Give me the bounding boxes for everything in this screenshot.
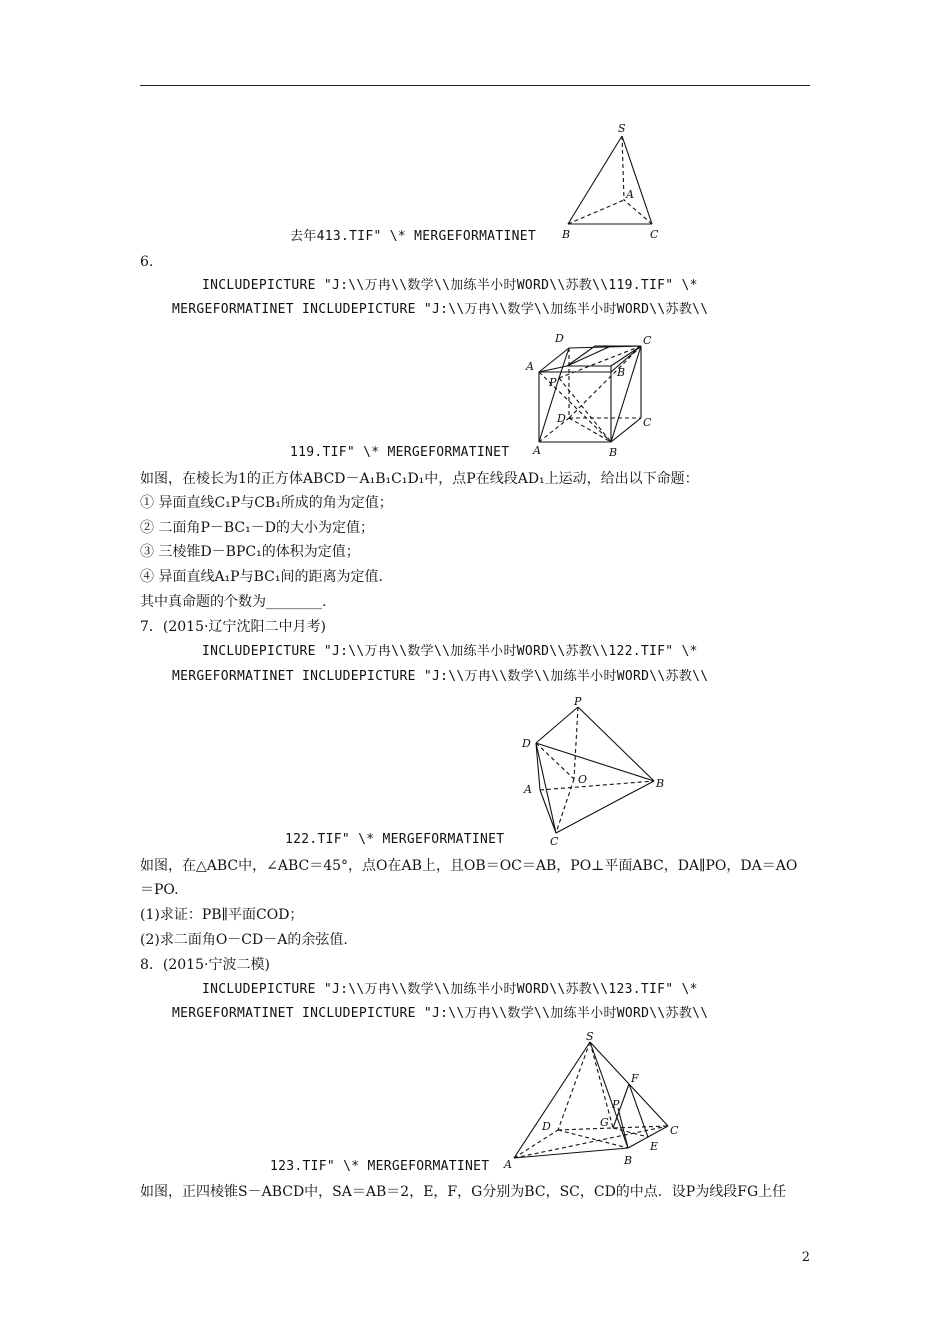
question-number: 6.: [140, 254, 154, 270]
sub-question-2: (2)求二面角O－CD－A的余弦值.: [140, 932, 348, 948]
figure-pyramid-pabc: [520, 695, 670, 848]
include-field-text: INCLUDEPICTURE "J:\\万冉\\数学\\加练半小时WORD\\苏教\\122.TIF" \*: [202, 644, 698, 659]
figure-caption: 122.TIF" \* MERGEFORMATINET: [285, 832, 505, 847]
figure-cube: [525, 330, 660, 460]
label-B: B: [609, 446, 618, 459]
header-rule: [140, 85, 810, 86]
proposition-3: ③ 三棱锥D－BPC₁的体积为定值；: [140, 544, 360, 560]
label-P: P: [549, 376, 557, 389]
label-P: P: [612, 1098, 620, 1111]
label-S: S: [586, 1030, 594, 1043]
include-field-text: INCLUDEPICTURE "J:\\万冉\\数学\\加练半小时WORD\\苏教\\123.TIF" \*: [202, 982, 698, 997]
label-A: A: [626, 188, 634, 201]
label-F: F: [631, 1072, 639, 1085]
label-A: A: [504, 1158, 512, 1171]
figure-caption: 119.TIF" \* MERGEFORMATINET: [290, 445, 510, 460]
question-number: 7．(2015·辽宁沈阳二中月考): [140, 619, 326, 635]
include-field-text: MERGEFORMATINET INCLUDEPICTURE "J:\\万冉\\数学\\加练半小时WORD\\苏教\\: [172, 302, 709, 317]
label-P: P: [574, 695, 582, 708]
page-number: 2: [801, 1250, 810, 1265]
label-O: O: [578, 773, 588, 786]
question-stem-continued: ＝PO.: [140, 882, 179, 898]
label-B: B: [656, 777, 665, 790]
label-G: G: [600, 1116, 609, 1129]
label-D: D: [542, 1120, 551, 1133]
include-field-text: MERGEFORMATINET INCLUDEPICTURE "J:\\万冉\\数学\\加练半小时WORD\\苏教\\: [172, 669, 709, 684]
label-B: B: [624, 1154, 633, 1167]
label-D1: D: [555, 332, 564, 345]
label-C: C: [550, 835, 559, 848]
figure-caption: 去年413.TIF" \* MERGEFORMATINET: [290, 229, 537, 244]
proposition-2: ② 二面角P－BC₁－D的大小为定值；: [140, 520, 374, 536]
include-field-text: INCLUDEPICTURE "J:\\万冉\\数学\\加练半小时WORD\\苏教\\119.TIF" \*: [202, 278, 698, 293]
question-stem: 如图，正四棱锥S－ABCD中，SA＝AB＝2，E，F，G分别为BC，SC，CD的中点．设P为线段FG上任: [140, 1184, 787, 1200]
label-D: D: [522, 737, 531, 750]
label-C: C: [670, 1124, 679, 1137]
label-S: S: [618, 122, 626, 135]
label-C: C: [643, 416, 652, 429]
proposition-1: ① 异面直线C₁P与CB₁所成的角为定值；: [140, 495, 393, 511]
label-A: A: [533, 444, 541, 457]
label-D: D: [557, 412, 566, 425]
question-number: 8．(2015·宁波二模): [140, 957, 270, 973]
label-C: C: [650, 228, 659, 241]
include-field-text: MERGEFORMATINET INCLUDEPICTURE "J:\\万冉\\数学\\加练半小时WORD\\苏教\\: [172, 1006, 709, 1021]
figure-tetrahedron: [560, 120, 670, 245]
figure-pyramid-sabcd: [500, 1030, 690, 1175]
label-E: E: [650, 1140, 659, 1153]
figure-caption: 123.TIF" \* MERGEFORMATINET: [270, 1159, 490, 1174]
label-A: A: [524, 783, 532, 796]
question-stem: 如图，在△ABC中，∠ABC＝45°，点O在AB上，且OB＝OC＝AB，PO⊥平面ABC，DA∥PO，DA＝AO: [140, 858, 798, 874]
label-C1: C: [643, 334, 652, 347]
label-A1: A: [526, 360, 534, 373]
question-stem: 如图，在棱长为1的正方体ABCD－A₁B₁C₁D₁中，点P在线段AD₁上运动，给出以下命题：: [140, 471, 699, 487]
sub-question-1: (1)求证：PB∥平面COD；: [140, 907, 304, 923]
label-B: B: [562, 228, 571, 241]
proposition-4: ④ 异面直线A₁P与BC₁间的距离为定值.: [140, 569, 383, 585]
label-B1: B: [617, 366, 626, 379]
question-ask: 其中真命题的个数为________.: [140, 594, 327, 610]
